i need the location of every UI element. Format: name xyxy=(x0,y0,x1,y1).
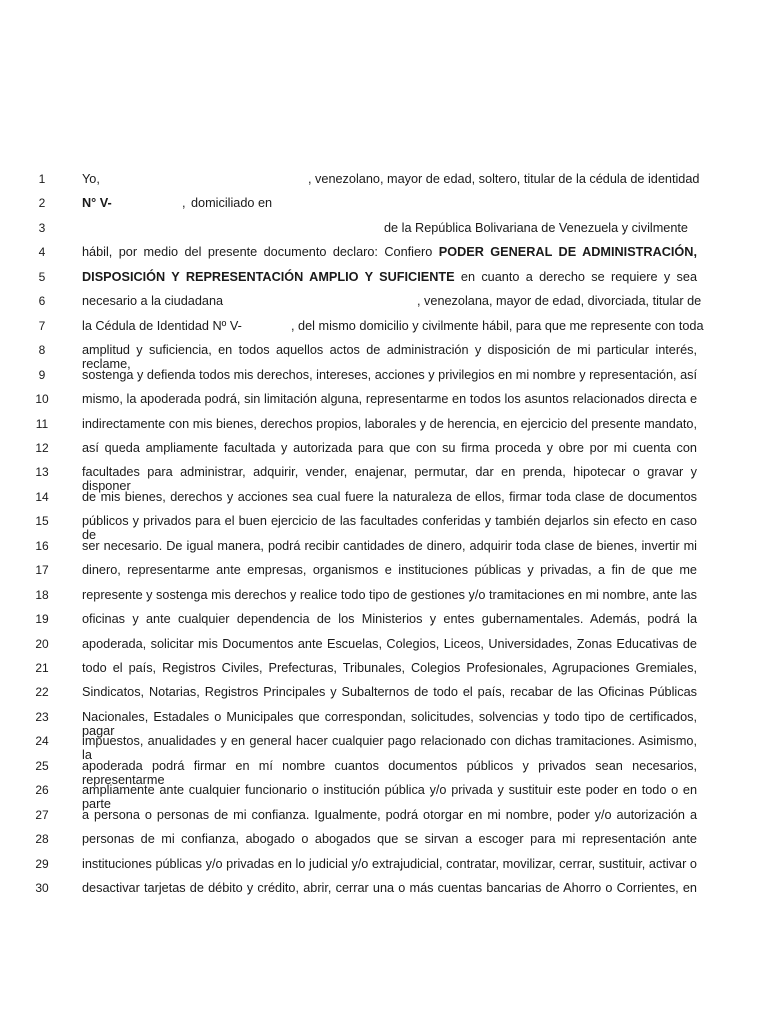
line-text: amplitud y suficiencia, en todos aquellos actos de administración y disposición de mi particular interés, reclame, xyxy=(82,343,697,372)
document-line xyxy=(0,340,768,372)
line-text: sostenga y defienda todos mis derechos, intereses, acciones y privilegios en mi nombre y representación, así xyxy=(82,367,697,382)
document-line xyxy=(0,169,768,193)
document-line xyxy=(0,267,768,291)
line-number: 17 xyxy=(35,563,49,578)
line-number: 8 xyxy=(38,343,46,358)
line-text: apoderada, solicitar mis Documentos ante Escuelas, Colegios, Liceos, Universidades, Zonas Educativas de xyxy=(82,636,697,651)
line-text: indirectamente con mis bienes, derechos propios, laborales y de herencia, en ejercicio del presente mandato, xyxy=(82,416,697,431)
line-number: 30 xyxy=(35,881,49,896)
document-line xyxy=(0,585,768,609)
line-text: públicos y privados para el buen ejercicio de las facultades conferidas y también dejarlos sin efecto en caso de xyxy=(82,514,697,543)
line-text-segment: Yo, xyxy=(82,172,100,186)
line-number: 5 xyxy=(38,269,46,284)
line-text-segment: , del mismo domicilio y civilmente hábil, para que me represente con toda xyxy=(291,318,704,333)
line-number: 13 xyxy=(35,465,49,480)
document-line xyxy=(0,316,768,340)
line-number: 23 xyxy=(35,709,49,724)
line-number: 11 xyxy=(35,416,49,431)
line-text: a persona o personas de mi confianza. Igualmente, podrá otorgar en mi nombre, poder y/o autorización a xyxy=(82,807,697,822)
document-line xyxy=(0,854,768,878)
document-line xyxy=(0,438,768,462)
line-text-segment: N° V- xyxy=(82,196,112,211)
line-number: 18 xyxy=(35,587,49,602)
line-number: 6 xyxy=(38,294,46,309)
line-number: 19 xyxy=(35,612,49,627)
line-text: facultades para administrar, adquirir, vender, enajenar, permutar, dar en prenda, hipotecar o gravar y disponer xyxy=(82,465,697,494)
line-number: 28 xyxy=(35,832,49,847)
document-line xyxy=(0,829,768,853)
line-text: todo el país, Registros Civiles, Prefecturas, Tribunales, Colegios Profesionales, Agrupaciones Gremiales, xyxy=(82,661,697,675)
line-number: 24 xyxy=(35,734,49,749)
line-number: 20 xyxy=(35,636,49,651)
line-text: apoderada podrá firmar en mí nombre cuantos documentos públicos y privados sean necesarios, representarme xyxy=(82,758,697,787)
line-number: 16 xyxy=(35,538,49,553)
document-line xyxy=(0,780,768,812)
document-line xyxy=(0,536,768,560)
line-text: personas de mi confianza, abogado o abogados que se sirvan a escoger para mi representación ante xyxy=(82,832,697,847)
line-text: dinero, representarme ante empresas, organismos e instituciones públicas y privadas, a fin de que me xyxy=(82,563,697,578)
line-text: hábil, por medio del presente documento declaro: Confiero PODER GENERAL DE ADMINISTRACIÓN, xyxy=(82,245,697,260)
line-number: 7 xyxy=(38,318,46,333)
line-text: ser necesario. De igual manera, podrá recibir cantidades de dinero, adquirir toda clase de bienes, invertir mi xyxy=(82,538,697,553)
line-text: represente y sostenga mis derechos y realice todo tipo de gestiones y/o tramitaciones en mi nombre, ante las xyxy=(82,587,697,602)
line-text-segment: domiciliado en xyxy=(191,196,273,211)
document-line xyxy=(0,389,768,413)
line-number: 14 xyxy=(35,489,49,504)
line-text: Sindicatos, Notarias, Registros Principales y Subalternos de todo el país, recabar de las Oficinas Públicas xyxy=(82,685,697,700)
document-line xyxy=(0,365,768,389)
document-line xyxy=(0,560,768,584)
line-number: 15 xyxy=(35,514,49,529)
document-line xyxy=(0,193,768,217)
line-number: 9 xyxy=(38,367,46,382)
line-number: 3 xyxy=(38,220,46,235)
document-line xyxy=(0,707,768,738)
document-line xyxy=(0,658,768,682)
line-text: impuestos, anualidades y en general hacer cualquier pago relacionado con dichas tramitaciones. Asimismo, la xyxy=(82,734,697,763)
line-number: 25 xyxy=(35,758,49,773)
line-number: 22 xyxy=(35,685,49,700)
line-number: 21 xyxy=(35,661,49,675)
line-text-segment: de la República Bolivariana de Venezuela y civilmente xyxy=(384,220,688,235)
document-line xyxy=(0,805,768,829)
line-text-segment: , xyxy=(182,196,186,211)
line-text-segment: , venezolana, mayor de edad, divorciada, titular de xyxy=(417,294,702,309)
line-text-segment: la Cédula de Identidad Nº V- xyxy=(82,318,242,333)
document-line xyxy=(0,756,768,787)
line-text-segment: , venezolano, mayor de edad, soltero, titular de la cédula de identidad xyxy=(308,172,700,186)
line-number: 27 xyxy=(35,807,49,822)
line-number: 29 xyxy=(35,856,49,871)
line-number: 2 xyxy=(38,196,46,211)
line-text: de mis bienes, derechos y acciones sea cual fuere la naturaleza de ellos, firmar toda clase de documentos xyxy=(82,489,697,504)
line-text: así queda ampliamente facultada y autorizada para que con su firma proceda y obre por mi cuenta con xyxy=(82,440,697,455)
document-line xyxy=(0,731,768,763)
document-line xyxy=(0,414,768,438)
line-text: instituciones públicas y/o privadas en lo judicial y/o extrajudicial, contratar, movilizar, cerrar, sustituir, activar o xyxy=(82,856,697,871)
document-line xyxy=(0,291,768,315)
line-text: oficinas y ante cualquier dependencia de los Ministerios y entes gubernamentales. Además, podrá la xyxy=(82,612,697,627)
line-number: 12 xyxy=(35,440,49,455)
document-line xyxy=(0,511,768,543)
line-number: 4 xyxy=(38,245,46,260)
line-text: DISPOSICIÓN Y REPRESENTACIÓN AMPLIO Y SUFICIENTE en cuanto a derecho se requiere y sea xyxy=(82,269,697,284)
document-line xyxy=(0,634,768,658)
document-line xyxy=(0,242,768,266)
line-number: 1 xyxy=(38,172,46,186)
document-line xyxy=(0,462,768,494)
document-line xyxy=(0,878,768,902)
document-line xyxy=(0,487,768,511)
document-line xyxy=(0,218,768,242)
document-line xyxy=(0,682,768,706)
line-number: 10 xyxy=(35,392,49,407)
document-line xyxy=(0,609,768,633)
line-text: desactivar tarjetas de débito y crédito, abrir, cerrar una o más cuentas bancarias de Ahorro o Corrientes, en xyxy=(82,881,697,896)
line-text: ampliamente ante cualquier funcionario o institución pública y/o privada y sustituir este poder en todo o en parte xyxy=(82,783,697,812)
line-text-segment: necesario a la ciudadana xyxy=(82,294,224,309)
line-text: Nacionales, Estadales o Municipales que correspondan, solicitudes, solvencias y todo tipo de certificados, pagar xyxy=(82,709,697,738)
line-text: mismo, la apoderada podrá, sin limitación alguna, representarme en todos los asuntos relacionados directa e xyxy=(82,392,697,407)
line-number: 26 xyxy=(35,783,49,798)
